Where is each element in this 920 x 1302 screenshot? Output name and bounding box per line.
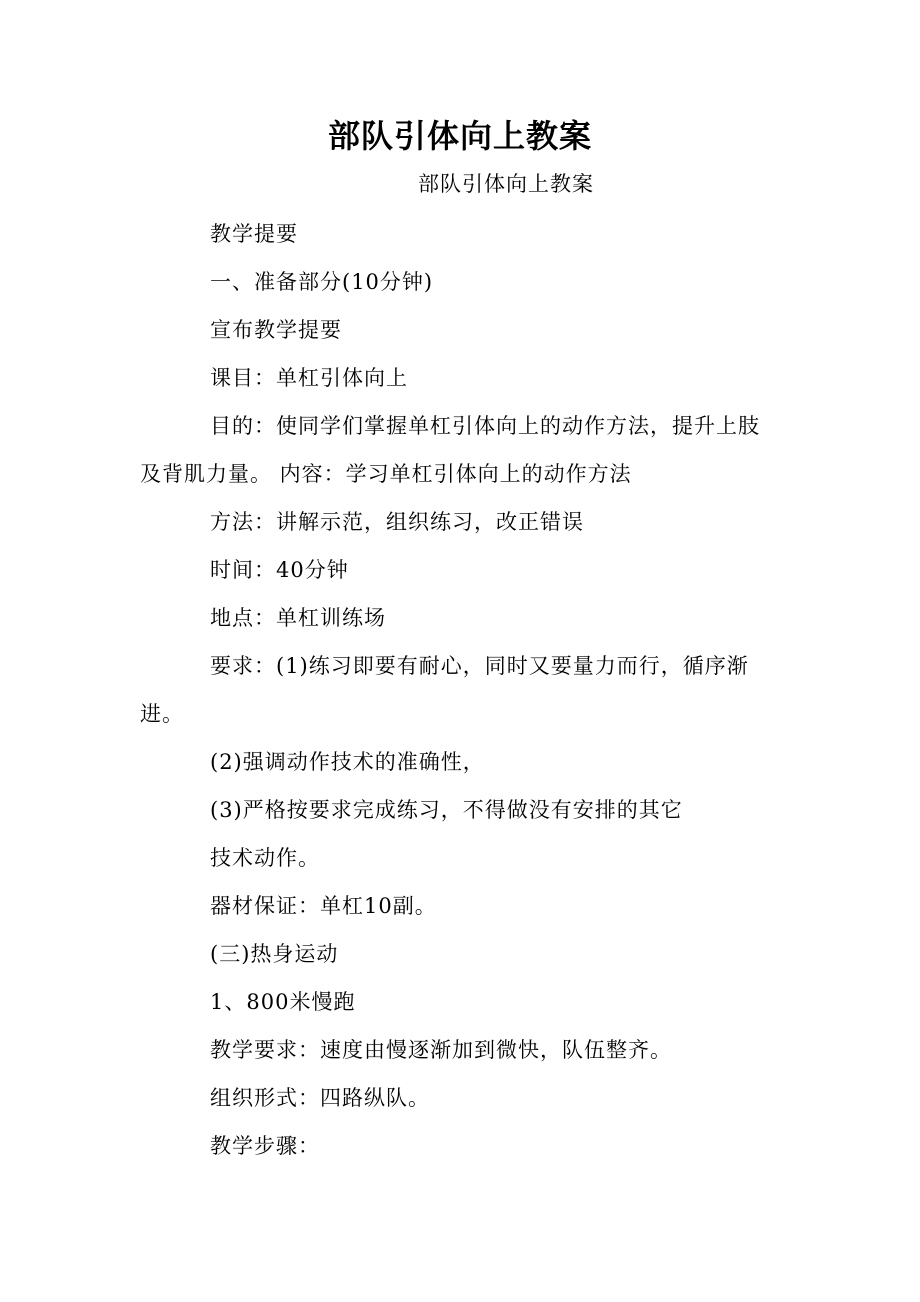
paragraph-requirements-continued: 进。 [140,702,184,726]
paragraph-subject: 课目：单杠引体向上 [210,366,408,390]
paragraph-requirements: 要求：(1)练习即要有耐心，同时又要量力而行，循序渐 [210,654,749,678]
paragraph-purpose: 目的：使同学们掌握单杠引体向上的动作方法，提升上肢 [210,414,760,438]
requirement-3-continued: 技术动作。 [210,846,320,870]
document-subtitle: 部队引体向上教案 [418,172,594,196]
paragraph-announce: 宣布教学提要 [210,318,342,342]
paragraph-organization: 组织形式：四路纵队。 [210,1086,430,1110]
document-body [140,210,800,1170]
paragraph-teaching-requirements: 教学要求：速度由慢逐渐加到微快，队伍整齐。 [210,1038,672,1062]
section-warmup: (三)热身运动 [210,942,339,966]
section-preparation: 一、准备部分(10分钟) [210,270,434,294]
document-title: 部队引体向上教案 [327,117,592,155]
paragraph-time: 时间：40分钟 [210,558,349,582]
requirement-2: (2)强调动作技术的准确性， [210,750,485,774]
paragraph-equipment: 器材保证：单杠10副。 [210,894,437,918]
paragraph-teaching-steps: 教学步骤： [210,1134,320,1158]
heading-teaching-outline: 教学提要 [210,222,298,246]
item-800m-jog: 1、800米慢跑 [210,990,356,1014]
paragraph-method: 方法：讲解示范，组织练习，改正错误 [210,510,584,534]
paragraph-purpose-continued: 及背肌力量。 内容：学习单杠引体向上的动作方法 [140,462,632,486]
requirement-3: (3)严格按要求完成练习，不得做没有安排的其它 [210,798,683,822]
paragraph-location: 地点：单杠训练场 [210,606,386,630]
